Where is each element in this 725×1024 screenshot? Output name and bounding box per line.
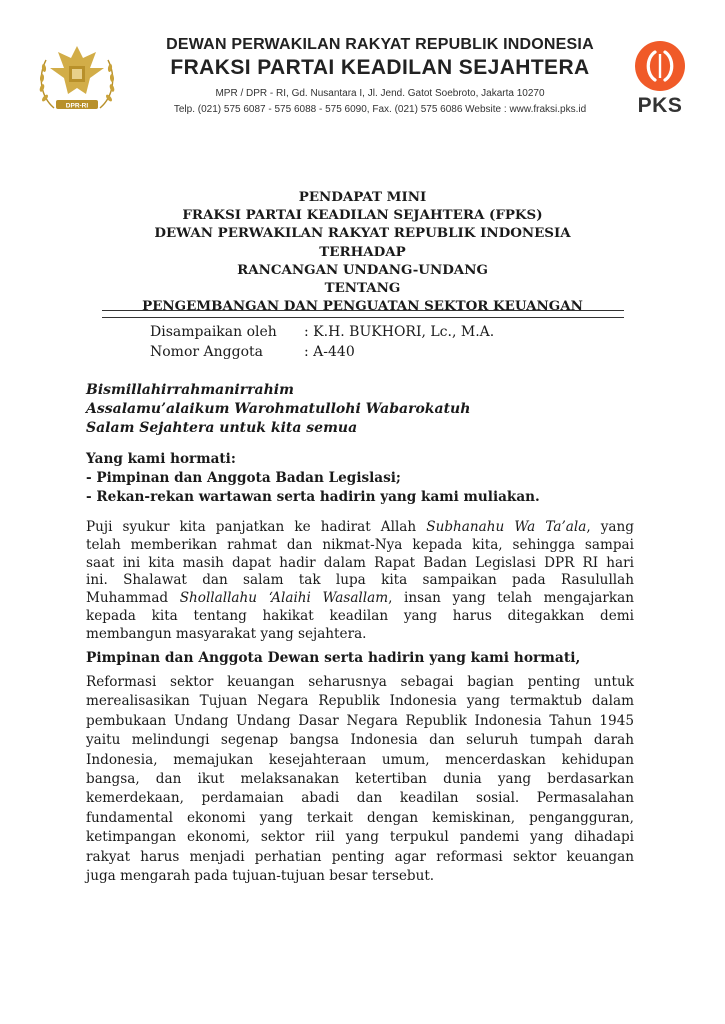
greeting-line: Salam Sejahtera untuk kita semua [86,420,358,436]
paragraph-line: pembukaan Undang Undang Dasar Negara Republik Indonesia Tahun 1945 [86,712,634,729]
addressee-block [86,450,540,507]
text-run: Muhammad [86,590,180,607]
paragraph-line: ini. Shalawat dan salam tak lupa kita sampaikan pada Rasulullah [86,572,634,589]
text-run: , yang [586,519,634,535]
letterhead [0,0,725,130]
text-run: , insan yang telah mengajarkan [388,590,634,607]
greeting-line: Assalamu’alaikum Warohmatullohi Wabarokatuh [86,401,471,417]
title-line: DEWAN PERWAKILAN RAKYAT REPUBLIK INDONESIA [154,225,571,242]
text-run-italic: Subhanahu Wa Ta’ala [426,519,587,535]
paragraph-line: saat ini kita masih dapat hadir dalam Rapat Badan Legislasi DPR RI hari [86,554,634,571]
paragraph-line: membangun masyarakat yang sejahtera. [86,625,367,642]
section-salutation: Pimpinan dan Anggota Dewan serta hadirin yang kami hormati, [86,650,581,666]
institution-name: DEWAN PERWAKILAN RAKYAT REPUBLIK INDONESIA [166,36,594,53]
paragraph-line [86,590,634,608]
garuda-emblem-icon [34,38,120,120]
paragraph-line: rakyat harus menjadi perhatian penting agar reformasi sektor keuangan [86,848,634,865]
double-line-divider [102,310,624,318]
letterhead-text [120,36,640,115]
title-line: PENDAPAT MINI [298,189,427,205]
contact-info: Telp. (021) 575 6087 - 575 6088 - 575 6090, Fax. (021) 575 6086 Website : www.fraksi.pks.id [173,104,587,115]
document-title [90,188,635,315]
opening-paragraph [86,519,634,644]
title-line: TERHADAP [319,243,406,260]
paragraph-line: bangsa, dan ikut melaksanakan ketertiban dunia yang berdasarkan [86,771,634,788]
reform-paragraph [86,673,634,886]
addressee-line: Yang kami hormati: [86,451,236,467]
addressee-line: - Rekan-rekan wartawan serta hadirin yang kami muliakan. [86,489,540,505]
greeting-block [86,381,470,438]
presenter-info [150,322,494,362]
title-line: RANCANGAN UNDANG-UNDANG [237,261,488,278]
paragraph-line [86,519,634,537]
paragraph-line: juga mengarah pada tujuan-tujuan besar tersebut. [86,868,435,885]
text-run-italic: Shollallahu ‘Alaihi Wasallam [179,590,389,607]
left-logo-caption: DPR-RI [65,102,89,110]
paragraph-line: yaitu melindungi segenap bangsa Indonesia dan seluruh tumpah darah [86,732,634,749]
paragraph-line: telah memberikan rahmat dan nikmat-Nya kepada kita, sehingga sampai [86,536,634,553]
addressee-line: - Pimpinan dan Anggota Badan Legislasi; [86,470,401,486]
presenter-value: : K.H. BUKHORI, Lc., M.A. [304,324,495,340]
text-run: Puji syukur kita panjatkan ke hadirat Allah [86,519,427,535]
paragraph-line: Indonesia, memajukan kesejahteraan umum, mencerdaskan kehidupan [86,751,634,768]
title-line: TENTANG [324,280,401,297]
faction-name: FRAKSI PARTAI KEADILAN SEJAHTERA [170,56,590,79]
title-line: PENGEMBANGAN DAN PENGUATAN SEKTOR KEUANGAN [142,298,583,315]
presenter-row [150,322,494,342]
title-line: FRAKSI PARTAI KEADILAN SEJAHTERA (FPKS) [182,207,543,224]
paragraph-line: ketimpangan ekonomi, sektor riil yang terpukul pandemi yang dihadapi [86,829,634,846]
paragraph-line: fundamental ekonomi yang terkait dengan kemiskinan, pengangguran, [86,809,634,826]
pks-logo-text: PKS [637,94,683,117]
paragraph-line: kemerdekaan, perdamaian abadi dan keadilan sosial. Permasalahan [86,790,634,807]
address: MPR / DPR - RI, Gd. Nusantara I, Jl. Jend. Gatot Soebroto, Jakarta 10270 [215,88,545,99]
greeting-line: Bismillahirrahmanirrahim [86,382,294,398]
member-label: Nomor Anggota [150,344,263,360]
member-row [150,342,494,362]
paragraph-line: kepada kita tentang hakikat keadilan yang harus ditegakkan demi [86,607,634,624]
member-value: : A-440 [304,344,355,360]
presenter-label: Disampaikan oleh [150,324,277,340]
paragraph-line: Reformasi sektor keuangan seharusnya sebagai bagian penting untuk [86,674,634,690]
paragraph-line: merealisasikan Tujuan Negara Republik Indonesia yang termaktub dalam [86,693,634,710]
